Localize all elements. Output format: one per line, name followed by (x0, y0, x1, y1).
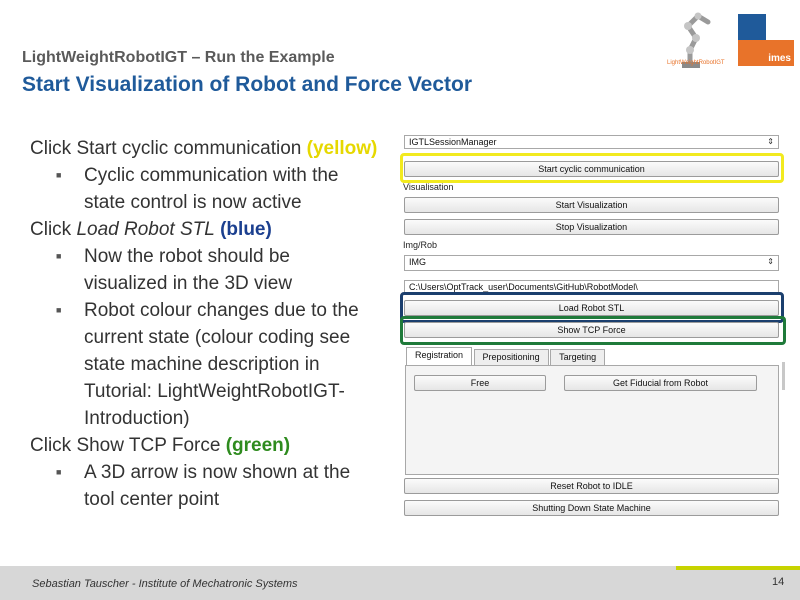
registration-tab-panel (405, 365, 779, 475)
highlight-yellow (400, 153, 784, 183)
bullet-list (30, 135, 395, 513)
gui-panel (400, 131, 786, 526)
color-word-blue: (blue) (220, 219, 272, 240)
footer-accent-bar (676, 566, 800, 570)
sub-bullet-cyclic-active: ■ Cyclic communication with the state control is now active (30, 162, 395, 216)
vertical-scrollbar[interactable] (782, 362, 785, 390)
slide-title: Start Visualization of Robot and Force Vector (22, 73, 473, 96)
footer-author: Sebastian Tauscher - Institute of Mechatronic Systems (32, 578, 298, 590)
color-word-green: (green) (225, 435, 291, 456)
imes-logo-blue-square (738, 14, 766, 40)
sub-bullet-arrow-shown: ■ A 3D arrow is now shown at the tool center point (30, 459, 395, 513)
bullet-show-tcp: Click Show TCP Force (green) (30, 435, 291, 456)
page-number: 14 (772, 576, 785, 588)
bullet-start-cyclic: Click Start cyclic communication (yellow) (30, 138, 378, 159)
sub-bullet-colour-changes: ■ Robot colour changes due to the current state (colour coding see state machine description in Tutorial: LightWeightRobotIGT- Introduction) (30, 297, 395, 432)
start-visualization-button[interactable]: Start Visualization (404, 197, 779, 213)
tab-prepositioning[interactable]: Prepositioning (474, 349, 549, 365)
start-cyclic-button[interactable]: Start cyclic communication (404, 161, 779, 177)
imes-logo-orange-square-left (738, 40, 766, 66)
tab-registration[interactable]: Registration (406, 347, 472, 365)
tab-bar (406, 349, 604, 366)
color-word-yellow: (yellow) (306, 138, 378, 159)
img-rob-combo[interactable]: IMG ⇕ (404, 255, 779, 271)
stop-visualization-button[interactable]: Stop Visualization (404, 219, 779, 235)
free-button[interactable]: Free (414, 375, 546, 391)
bullet-square-icon: ■ (56, 170, 62, 180)
combo-updown-icon: ⇕ (767, 257, 774, 266)
tab-targeting[interactable]: Targeting (550, 349, 605, 365)
reset-robot-button[interactable]: Reset Robot to IDLE (404, 478, 779, 494)
bullet-square-icon: ■ (56, 467, 62, 477)
show-tcp-force-button[interactable]: Show TCP Force (404, 322, 779, 338)
combo-updown-icon: ⇕ (767, 137, 774, 146)
bullet-square-icon: ■ (56, 251, 62, 261)
session-manager-combo[interactable]: IGTLSessionManager ⇕ (404, 135, 779, 149)
img-rob-label: Img/Rob (403, 240, 438, 250)
bullet-load-robot: Click Load Robot STL (blue) (30, 219, 272, 240)
robot-logo-text: LightWeightRobotIGT (667, 60, 725, 66)
robot-model-path-field[interactable]: C:\Users\OptTrack_user\Documents\GitHub\RobotModel\ (404, 280, 779, 295)
imes-logo-label: imes (768, 53, 791, 64)
get-fiducial-button[interactable]: Get Fiducial from Robot (564, 375, 757, 391)
bullet-square-icon: ■ (56, 305, 62, 315)
visualisation-label: Visualisation (403, 182, 454, 192)
imes-logo (738, 14, 794, 66)
load-robot-stl-button[interactable]: Load Robot STL (404, 300, 779, 316)
shutting-down-button[interactable]: Shutting Down State Machine (404, 500, 779, 516)
sub-bullet-visualized: ■ Now the robot should be visualized in the 3D view (30, 243, 395, 297)
slide-subtitle: LightWeightRobotIGT – Run the Example (22, 49, 335, 66)
highlight-green (400, 316, 786, 345)
